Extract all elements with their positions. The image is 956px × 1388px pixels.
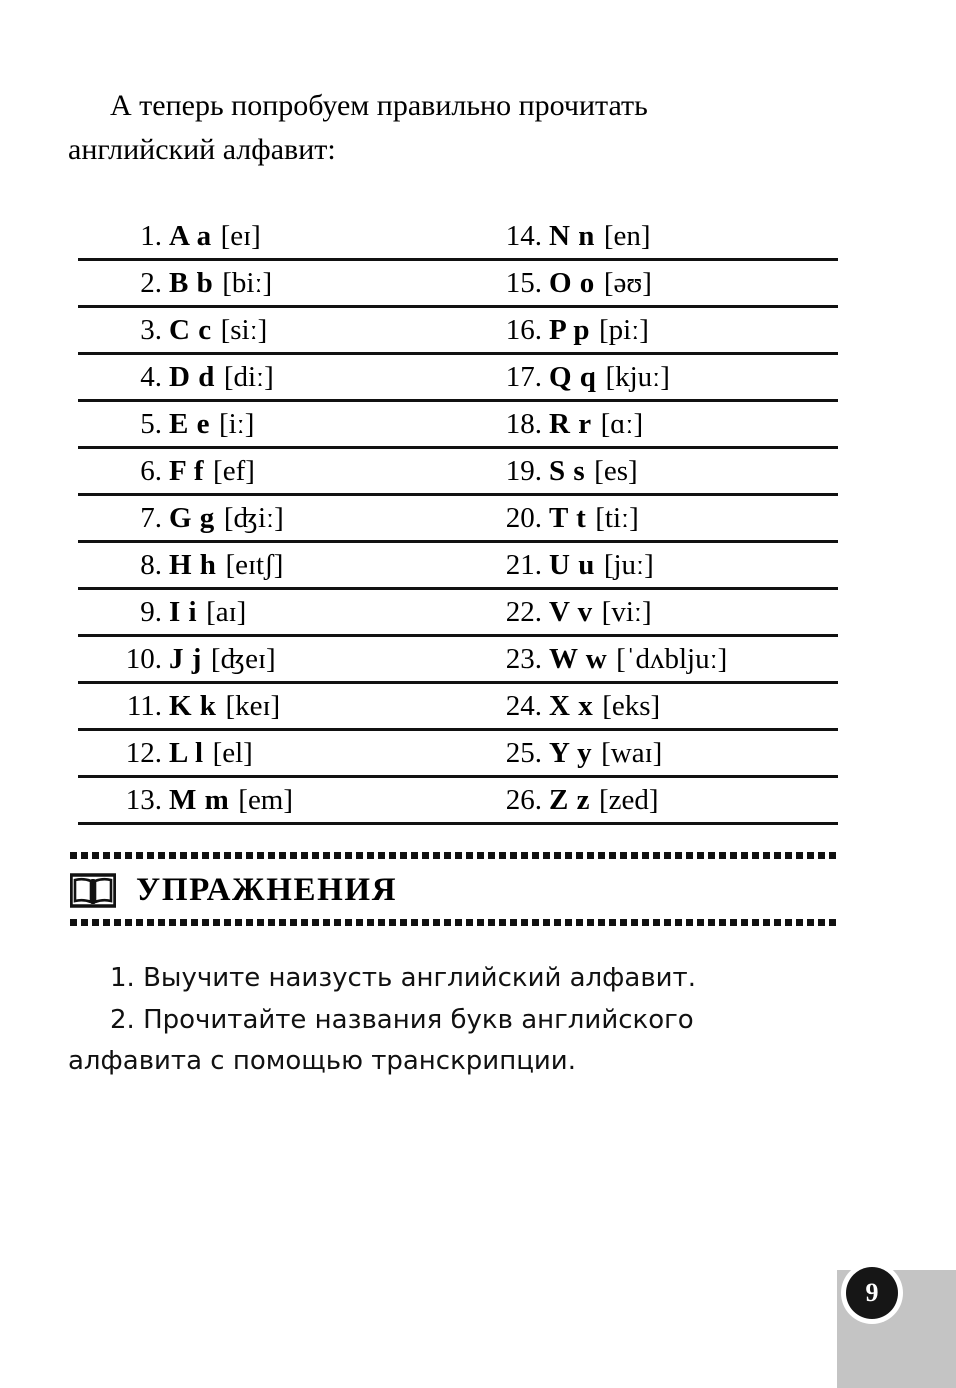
alphabet-entry	[78, 543, 478, 587]
table-row	[78, 402, 838, 449]
entry-letters: G g	[169, 502, 215, 534]
exercises-title: УПРАЖНЕНИЯ	[136, 871, 398, 908]
entry-letters: E e	[169, 408, 210, 440]
entry-number: 23.	[505, 643, 542, 675]
table-row	[78, 449, 838, 496]
entry-letters: O o	[549, 267, 595, 299]
entry-transcription: [ɑː]	[600, 408, 644, 440]
entry-letters: L l	[169, 737, 204, 769]
entry-transcription: [el]	[212, 737, 253, 769]
entry-number: 12.	[125, 737, 162, 769]
entry-letters: F f	[169, 455, 205, 487]
entry-letters: T t	[549, 502, 587, 534]
alphabet-entry	[78, 684, 478, 728]
list-item	[68, 958, 840, 999]
entry-letters: W w	[549, 643, 608, 675]
exercise-text: Прочитайте названия букв английского	[143, 1005, 694, 1035]
table-row	[78, 778, 838, 825]
alphabet-entry	[478, 778, 838, 822]
alphabet-entry	[78, 308, 478, 352]
entry-transcription: [waɪ]	[601, 737, 663, 769]
entry-number: 18.	[505, 408, 542, 440]
table-row	[78, 355, 838, 402]
entry-transcription: [viː]	[601, 596, 652, 628]
entry-letters: Z z	[549, 784, 590, 816]
alphabet-entry	[78, 261, 478, 305]
entry-number: 15.	[505, 267, 542, 299]
exercise-number: 1.	[110, 963, 135, 993]
entry-letters: X x	[549, 690, 594, 722]
exercises-list	[68, 958, 840, 1083]
entry-number: 8.	[140, 549, 162, 581]
entry-transcription: [en]	[603, 220, 651, 252]
entry-number: 14.	[505, 220, 542, 252]
entry-letters: C c	[169, 314, 212, 346]
table-row	[78, 214, 838, 261]
entry-number: 19.	[505, 455, 542, 487]
alphabet-entry	[478, 731, 838, 775]
entry-number: 4.	[140, 361, 162, 393]
entry-number: 6.	[140, 455, 162, 487]
entry-letters: V v	[549, 596, 593, 628]
alphabet-entry	[78, 637, 478, 681]
dashed-rule-bottom	[70, 919, 838, 926]
alphabet-entry	[78, 778, 478, 822]
table-row	[78, 731, 838, 778]
table-row	[78, 684, 838, 731]
entry-number: 25.	[505, 737, 542, 769]
dashed-rule-top	[70, 852, 838, 859]
alphabet-entry	[78, 496, 478, 540]
table-row	[78, 261, 838, 308]
entry-transcription: [ˈdʌbljuː]	[616, 643, 728, 675]
alphabet-entry	[478, 637, 838, 681]
entry-number: 21.	[505, 549, 542, 581]
entry-number: 7.	[140, 502, 162, 534]
entry-transcription: [eɪtʃ]	[225, 549, 284, 581]
entry-letters: N n	[549, 220, 595, 252]
entry-number: 10.	[125, 643, 162, 675]
alphabet-entry	[78, 355, 478, 399]
alphabet-entry	[478, 214, 838, 258]
entry-letters: M m	[169, 784, 230, 816]
entry-number: 16.	[505, 314, 542, 346]
entry-transcription: [ef]	[213, 455, 255, 487]
entry-letters: I i	[169, 596, 198, 628]
entry-letters: A a	[169, 220, 212, 252]
alphabet-table	[78, 214, 838, 825]
table-row	[78, 543, 838, 590]
entry-transcription: [piː]	[599, 314, 649, 346]
entry-number: 9.	[140, 596, 162, 628]
entry-transcription: [diː]	[223, 361, 274, 393]
entry-transcription: [biː]	[222, 267, 273, 299]
table-row	[78, 496, 838, 543]
entry-number: 1.	[140, 220, 162, 252]
entry-transcription: [kjuː]	[605, 361, 670, 393]
exercise-number: 2.	[110, 1005, 135, 1035]
entry-letters: K k	[169, 690, 217, 722]
alphabet-entry	[78, 731, 478, 775]
entry-transcription: [siː]	[220, 314, 268, 346]
entry-number: 3.	[140, 314, 162, 346]
alphabet-entry	[478, 496, 838, 540]
open-book-icon	[70, 873, 116, 908]
entry-transcription: [aɪ]	[206, 596, 247, 628]
entry-number: 11.	[126, 690, 162, 722]
entry-transcription: [ʤiː]	[223, 502, 284, 534]
entry-transcription: [zed]	[598, 784, 659, 816]
entry-letters: R r	[549, 408, 592, 440]
alphabet-entry	[478, 543, 838, 587]
entry-number: 20.	[505, 502, 542, 534]
table-row	[78, 637, 838, 684]
alphabet-entry	[478, 449, 838, 493]
page-number-badge: 9	[846, 1267, 898, 1319]
entry-transcription: [iː]	[218, 408, 255, 440]
intro-line-2: английский алфавит:	[68, 133, 336, 166]
table-row	[78, 590, 838, 637]
entry-letters: P p	[549, 314, 590, 346]
table-row	[78, 308, 838, 355]
entry-transcription: [eɪ]	[220, 220, 261, 252]
alphabet-entry	[478, 402, 838, 446]
alphabet-entry	[478, 355, 838, 399]
entry-number: 22.	[505, 596, 542, 628]
entry-transcription: [em]	[238, 784, 294, 816]
entry-letters: D d	[169, 361, 215, 393]
entry-letters: Q q	[549, 361, 597, 393]
alphabet-entry	[478, 590, 838, 634]
intro-paragraph	[68, 84, 840, 172]
list-item	[68, 1000, 840, 1082]
intro-line-1: А теперь попробуем правильно прочитать	[110, 89, 648, 122]
entry-transcription: [əʊ]	[603, 267, 652, 299]
alphabet-entry	[78, 214, 478, 258]
exercises-title-bar	[70, 859, 838, 919]
exercise-text: Выучите наизусть английский алфавит.	[143, 963, 696, 993]
exercises-header	[70, 852, 838, 926]
alphabet-entry	[478, 308, 838, 352]
alphabet-entry	[478, 684, 838, 728]
exercise-text-continued: алфавита с помощью транскрипции.	[68, 1046, 576, 1076]
entry-transcription: [juː]	[603, 549, 654, 581]
entry-transcription: [keɪ]	[225, 690, 281, 722]
entry-number: 2.	[140, 267, 162, 299]
entry-number: 5.	[140, 408, 162, 440]
entry-number: 17.	[505, 361, 542, 393]
entry-letters: U u	[549, 549, 595, 581]
entry-letters: B b	[169, 267, 214, 299]
entry-transcription: [ʤeɪ]	[210, 643, 276, 675]
entry-transcription: [es]	[594, 455, 638, 487]
alphabet-entry	[78, 402, 478, 446]
alphabet-entry	[78, 590, 478, 634]
entry-transcription: [eks]	[602, 690, 661, 722]
entry-number: 26.	[505, 784, 542, 816]
alphabet-entry	[478, 261, 838, 305]
entry-transcription: [tiː]	[595, 502, 639, 534]
entry-number: 24.	[505, 690, 542, 722]
alphabet-entry	[78, 449, 478, 493]
entry-letters: J j	[169, 643, 202, 675]
entry-letters: S s	[549, 455, 586, 487]
entry-letters: Y y	[549, 737, 593, 769]
entry-letters: H h	[169, 549, 217, 581]
entry-number: 13.	[125, 784, 162, 816]
